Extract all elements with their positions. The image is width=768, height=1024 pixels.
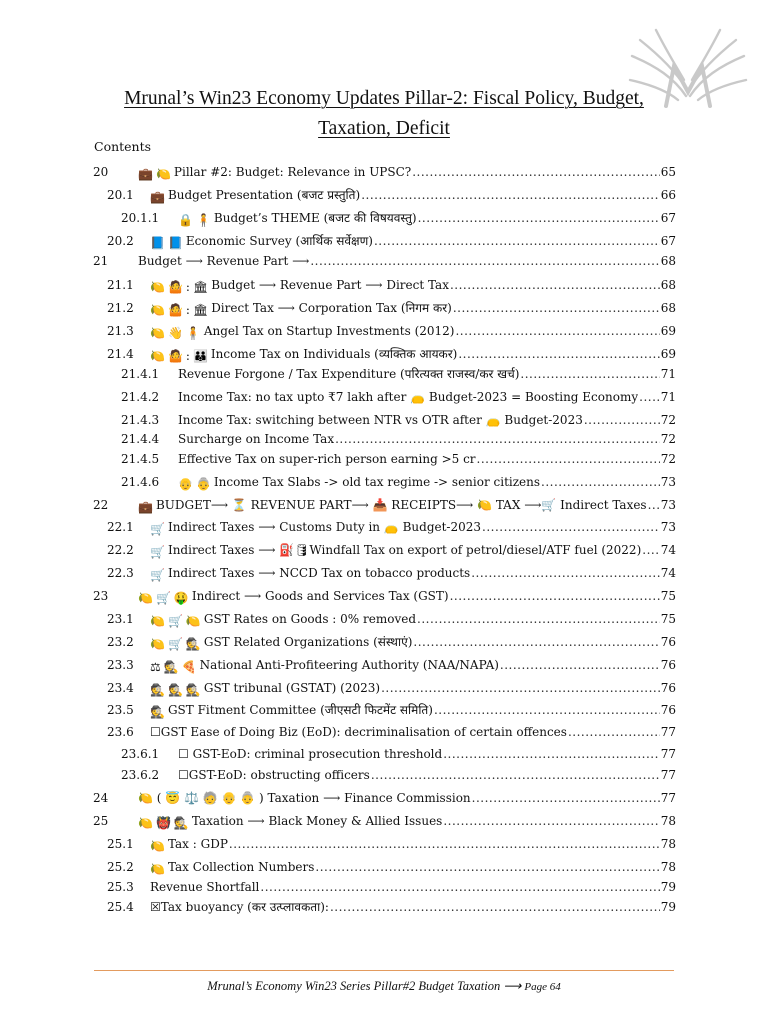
toc-leader-dots (413, 633, 659, 651)
toc-entry-title: ☐GST-EoD: obstructing officers (178, 768, 370, 782)
toc-entry[interactable] (0, 541, 768, 559)
toc-leader-dots (458, 345, 659, 363)
toc-entry-title: Budget Presentation (बजट प्रस्तुति) (167, 188, 361, 202)
toc-entry[interactable] (0, 473, 768, 491)
toc-entry-title: Tax : GDP (167, 837, 228, 851)
hand-icon: 👋 (167, 326, 183, 340)
toc-entry-number: 22.1 (107, 520, 134, 534)
lemon-icon: 🍋 (150, 637, 165, 651)
cart-icon: 🛒 (150, 545, 165, 559)
toc-entry-number: 21 (93, 254, 109, 268)
toc-entry-page: 72 (660, 413, 676, 427)
toc-entry-number: 21.4.1 (121, 367, 160, 381)
toc-leader-dots (434, 701, 660, 719)
toc-entry-page: 76 (660, 635, 676, 649)
toc-leader-dots (477, 450, 660, 468)
toc-entry-number: 23.3 (107, 658, 134, 672)
toc-entry-page: 68 (660, 254, 676, 268)
toc-entry[interactable] (0, 322, 768, 340)
lemon-icon: 🍋 (150, 280, 165, 294)
toc-leader-dots (418, 209, 660, 227)
toc-entry-page: 78 (660, 860, 676, 874)
toc-leader-dots (310, 252, 659, 270)
toc-entry-page: 74 (660, 543, 676, 557)
toc-entry-number: 23 (93, 589, 109, 603)
toc-entry-number: 23.1 (107, 612, 134, 626)
toc-entry-title: GST Rates on Goods : 0% removed (203, 612, 417, 626)
toc-leader-dots (381, 679, 660, 697)
toc-entry-page: 77 (660, 725, 676, 739)
toc-entry-number: 20 (93, 165, 109, 179)
toc-leader-dots (648, 496, 660, 514)
toc-leader-dots (453, 299, 660, 317)
toc-entry-page: 72 (660, 432, 676, 446)
page-footer (0, 978, 768, 994)
title-line-1: Mrunal’s Win23 Economy Updates Pillar-2: Fiscal Policy, Budget, (124, 88, 644, 109)
toc-leader-dots (417, 610, 660, 628)
detective-icon: 🕵 (150, 683, 165, 697)
toc-entry[interactable] (0, 430, 768, 448)
toc-entry-number: 21.4.3 (121, 413, 160, 427)
toc-entry-title: Indirect Taxes ⟶ ⛽🛢Windfall Tax on export of petrol/diesel/ATF fuel (2022) (167, 543, 642, 557)
toc-entry-title: Effective Tax on super-rich person earning >5 cr (178, 452, 476, 466)
toc-entry[interactable] (0, 858, 768, 876)
toc-entry-number: 25.1 (107, 837, 134, 851)
toc-entry-page: 69 (660, 324, 676, 338)
toc-entry-title: Income Tax: switching between NTR vs OTR after 👝 Budget-2023 (178, 413, 583, 427)
toc-entry[interactable] (0, 496, 768, 514)
toc-entry-number: 22.3 (107, 566, 134, 580)
toc-entry-page: 77 (660, 791, 676, 805)
toc-entry[interactable] (0, 345, 768, 363)
toc-entry-title: Indirect Taxes ⟶ NCCD Tax on tobacco products (167, 566, 471, 580)
toc-entry-title: Angel Tax on Startup Investments (2012) (203, 324, 455, 338)
toc-leader-dots (443, 745, 660, 763)
footer-divider (94, 970, 674, 971)
toc-entry-number: 23.6.2 (121, 768, 160, 782)
toc-entry-title: Income Tax Slabs -> old tax regime -> senior citizens (213, 475, 541, 489)
lemon-icon: 🍋 (150, 349, 165, 363)
person-icon: 🧍 (195, 213, 211, 227)
toc-entry-title: Indirect ⟶ Goods and Services Tax (GST) (191, 589, 449, 603)
toc-entry-page: 73 (660, 475, 676, 489)
toc-leader-dots (642, 541, 659, 559)
toc-entry-title: National Anti-Profiteering Authority (NAA/NAPA) (199, 658, 499, 672)
toc-entry-page: 77 (660, 747, 676, 761)
toc-entry-title: BUDGET⟶ ⏳ REVENUE PART⟶ 📥 RECEIPTS⟶ 🍋 TAX ⟶🛒 Indirect Taxes (155, 498, 647, 512)
toc-leader-dots (450, 276, 660, 294)
detective-icon: 🕵 (163, 660, 179, 674)
toc-entry[interactable] (0, 564, 768, 582)
cart-icon: 🛒 (167, 637, 183, 651)
toc-leader-dots (584, 411, 660, 429)
toc-leader-dots (330, 898, 660, 916)
toc-entry-number: 23.6 (107, 725, 134, 739)
toc-entry-number: 21.4.2 (121, 390, 160, 404)
toc-entry[interactable] (0, 450, 768, 468)
page-title (100, 84, 668, 144)
cart-icon: 🛒 (150, 568, 165, 582)
toc-entry-page: 76 (660, 703, 676, 717)
toc-entry-number: 23.5 (107, 703, 134, 717)
toc-entry-title: Direct Tax ⟶ Corporation Tax (निगम कर) (211, 301, 452, 315)
toc-entry-title: Economic Survey (आर्थिक सर्वेक्षण) (185, 234, 373, 248)
toc-entry[interactable] (0, 878, 768, 896)
toc-entry[interactable] (0, 299, 768, 317)
toc-leader-dots (443, 812, 659, 830)
toc-leader-dots (482, 518, 660, 536)
pizza-icon: 🍕 (181, 660, 197, 674)
toc-leader-dots (455, 322, 659, 340)
face-icon: 🤷 (167, 349, 183, 363)
toc-entry-title: Budget ⟶ Revenue Part ⟶ Direct Tax (211, 278, 449, 292)
toc-leader-dots (471, 564, 660, 582)
toc-entry[interactable] (0, 723, 768, 741)
toc-entry-title: GST tribunal (GSTAT) (2023) (203, 681, 381, 695)
toc-entry-title: Pillar #2: Budget: Relevance in UPSC? (173, 165, 412, 179)
toc-leader-dots (541, 473, 660, 491)
toc-entry-page: 76 (660, 658, 676, 672)
toc-entry-title: GST Fitment Committee (जीएसटी फिटमेंट समिति) (167, 703, 433, 717)
toc-entry[interactable] (0, 365, 768, 383)
toc-entry[interactable] (0, 252, 768, 270)
toc-leader-dots (315, 858, 659, 876)
toc-entry[interactable] (0, 745, 768, 763)
toc-entry-number: 23.2 (107, 635, 134, 649)
people-icon: 👪 (192, 349, 208, 363)
toc-entry[interactable] (0, 518, 768, 536)
toc-entry-page: 68 (660, 301, 676, 315)
toc-leader-dots (500, 656, 660, 674)
toc-entry-number: 20.1 (107, 188, 134, 202)
toc-entry[interactable] (0, 679, 768, 697)
toc-entry-number: 24 (93, 791, 109, 805)
toc-leader-dots (229, 835, 660, 853)
toc-entry[interactable] (0, 411, 768, 429)
toc-entry-title: GST Related Organizations (संस्थाएं) (203, 635, 413, 649)
toc-entry[interactable] (0, 587, 768, 605)
contents-heading: Contents (94, 139, 152, 154)
toc-entry-page: 79 (660, 880, 676, 894)
detective-icon: 🕵 (185, 683, 201, 697)
bank-icon: 🏛 (192, 303, 209, 317)
toc-entry[interactable] (0, 701, 768, 719)
bank-icon: 🏛 (192, 280, 209, 294)
toc-leader-dots (450, 587, 660, 605)
toc-leader-dots (361, 186, 660, 204)
toc-entry-title: ☐GST Ease of Doing Biz (EoD): decriminalisation of certain offences (150, 725, 567, 739)
toc-entry-title: Surcharge on Income Tax (178, 432, 335, 446)
toc-entry-page: 72 (660, 452, 676, 466)
book-icon: 📘 (150, 236, 165, 250)
title-line-2: Taxation, Deficit (318, 118, 450, 139)
toc-entry-title: Income Tax on Individuals (व्यक्तिक आयकर) (210, 347, 458, 361)
toc-entry[interactable] (0, 610, 768, 628)
toc-leader-dots (260, 878, 659, 896)
toc-leader-dots (520, 365, 659, 383)
face-icon: 🤷 (167, 280, 183, 294)
cart-icon: 🛒 (167, 614, 183, 628)
toc-entry[interactable] (0, 835, 768, 853)
toc-leader-dots (412, 163, 660, 181)
toc-entry-page: 68 (660, 278, 676, 292)
toc-entry[interactable] (0, 766, 768, 784)
toc-entry-page: 66 (660, 188, 676, 202)
colon-icon: : (185, 280, 190, 294)
lemon-icon: 🍋 (150, 839, 165, 853)
toc-entry-page: 71 (660, 390, 676, 404)
detective-icon: 🕵 (167, 683, 183, 697)
briefcase-icon: 💼 (150, 190, 165, 204)
person-icon: 🧍 (185, 326, 201, 340)
toc-entry-title: Revenue Forgone / Tax Expenditure (परित्यक्त राजस्व/कर खर्च) (178, 367, 520, 381)
toc-entry[interactable] (0, 388, 768, 406)
toc-entry-number: 21.4.4 (121, 432, 160, 446)
footer-page-number: Page 64 (524, 981, 561, 993)
toc-entry-title: Budget’s THEME (बजट की विषयवस्तु) (213, 211, 417, 225)
ogre-icon: 👹 (155, 816, 171, 830)
detective-icon: 🕵 (185, 637, 201, 651)
oldwoman-icon: 👵 (195, 477, 211, 491)
toc-entry-page: 69 (660, 347, 676, 361)
toc-entry-number: 20.2 (107, 234, 134, 248)
toc-entry-title: Revenue Shortfall (150, 880, 260, 894)
moneyface-icon: 🤑 (173, 591, 189, 605)
detective-icon: 🕵 (150, 705, 165, 719)
toc-leader-dots (371, 766, 660, 784)
toc-entry-page: 67 (660, 234, 676, 248)
toc-entry-page: 74 (660, 566, 676, 580)
colon-icon: : (185, 303, 190, 317)
toc-entry-page: 65 (660, 165, 676, 179)
lemon-icon: 🍋 (155, 167, 171, 181)
detective-icon: 🕵 (173, 816, 189, 830)
toc-entry-number: 25.3 (107, 880, 134, 894)
face-icon: 🤷 (167, 303, 183, 317)
toc-entry[interactable] (0, 186, 768, 204)
toc-entry-number: 21.3 (107, 324, 134, 338)
toc-leader-dots (374, 232, 660, 250)
toc-leader-dots (639, 388, 660, 406)
toc-entry-title: Tax Collection Numbers (167, 860, 315, 874)
toc-entry[interactable] (0, 232, 768, 250)
toc-entry-title: ☐ GST-EoD: criminal prosecution threshold (178, 747, 443, 761)
footer-text: Mrunal’s Economy Win23 Series Pillar#2 Budget Taxation ⟶ (207, 979, 522, 993)
toc-leader-dots (472, 789, 660, 807)
toc-entry-page: 79 (660, 900, 676, 914)
toc-entry-page: 75 (660, 589, 676, 603)
toc-entry-page: 67 (660, 211, 676, 225)
toc-entry-page: 76 (660, 681, 676, 695)
toc-entry-number: 23.4 (107, 681, 134, 695)
toc-leader-dots (335, 430, 660, 448)
lemon-icon: 🍋 (138, 816, 153, 830)
toc-entry-number: 22.2 (107, 543, 134, 557)
colon-icon: : (185, 349, 190, 363)
lemon-icon: 🍋 (150, 862, 165, 876)
cart-icon: 🛒 (150, 522, 165, 536)
toc-entry[interactable] (0, 276, 768, 294)
toc-entry-number: 21.2 (107, 301, 134, 315)
toc-entry-title: ☒Tax buoyancy (कर उत्प्लावकता): (150, 900, 329, 914)
toc-entry[interactable] (0, 633, 768, 651)
toc-entry-page: 73 (660, 498, 676, 512)
toc-leader-dots (568, 723, 660, 741)
toc-entry[interactable] (0, 163, 768, 181)
toc-entry-number: 22 (93, 498, 109, 512)
briefcase-icon: 💼 (138, 167, 153, 181)
toc-entry-number: 21.4.5 (121, 452, 160, 466)
toc-entry-title: Indirect Taxes ⟶ Customs Duty in 👝 Budget-2023 (167, 520, 482, 534)
lemon-icon: 🍋 (138, 591, 153, 605)
oldman-icon: 👴 (178, 477, 193, 491)
lemon-icon: 🍋 (150, 614, 165, 628)
toc-entry-number: 23.6.1 (121, 747, 160, 761)
briefcase-icon: 💼 (138, 500, 153, 514)
toc-entry-number: 20.1.1 (121, 211, 160, 225)
toc-entry[interactable] (0, 656, 768, 674)
toc-entry-page: 77 (660, 768, 676, 782)
toc-entry-page: 78 (660, 814, 676, 828)
toc-entry-number: 25 (93, 814, 109, 828)
book-icon: 📘 (167, 236, 183, 250)
toc-entry-number: 25.4 (107, 900, 134, 914)
lemon-icon: 🍋 (185, 614, 201, 628)
toc-entry-title: 🍋 ( 😇 ⚖️ 🧓 👴 👵 ) Taxation ⟶ Finance Commission (138, 791, 471, 805)
lock-icon: 🔒 (178, 213, 193, 227)
toc-entry[interactable] (0, 209, 768, 227)
toc-entry-page: 75 (660, 612, 676, 626)
toc-entry-page: 73 (660, 520, 676, 534)
toc-entry-number: 21.1 (107, 278, 134, 292)
toc-entry-title: Income Tax: no tax upto ₹7 lakh after 👝 Budget-2023 = Boosting Economy (178, 390, 639, 404)
toc-entry-number: 25.2 (107, 860, 134, 874)
toc-entry-title: Budget ⟶ Revenue Part ⟶ (138, 254, 310, 268)
scales-icon: ⚖ (150, 660, 161, 674)
cart-icon: 🛒 (155, 591, 171, 605)
lemon-icon: 🍋 (150, 303, 165, 317)
toc-entry[interactable] (0, 812, 768, 830)
toc-entry-number: 21.4.6 (121, 475, 160, 489)
lemon-icon: 🍋 (150, 326, 165, 340)
toc-entry-title: Taxation ⟶ Black Money & Allied Issues (191, 814, 443, 828)
toc-entry[interactable] (0, 789, 768, 807)
toc-entry-number: 21.4 (107, 347, 134, 361)
toc-entry[interactable] (0, 898, 768, 916)
toc-entry-page: 78 (660, 837, 676, 851)
toc-entry-page: 71 (660, 367, 676, 381)
